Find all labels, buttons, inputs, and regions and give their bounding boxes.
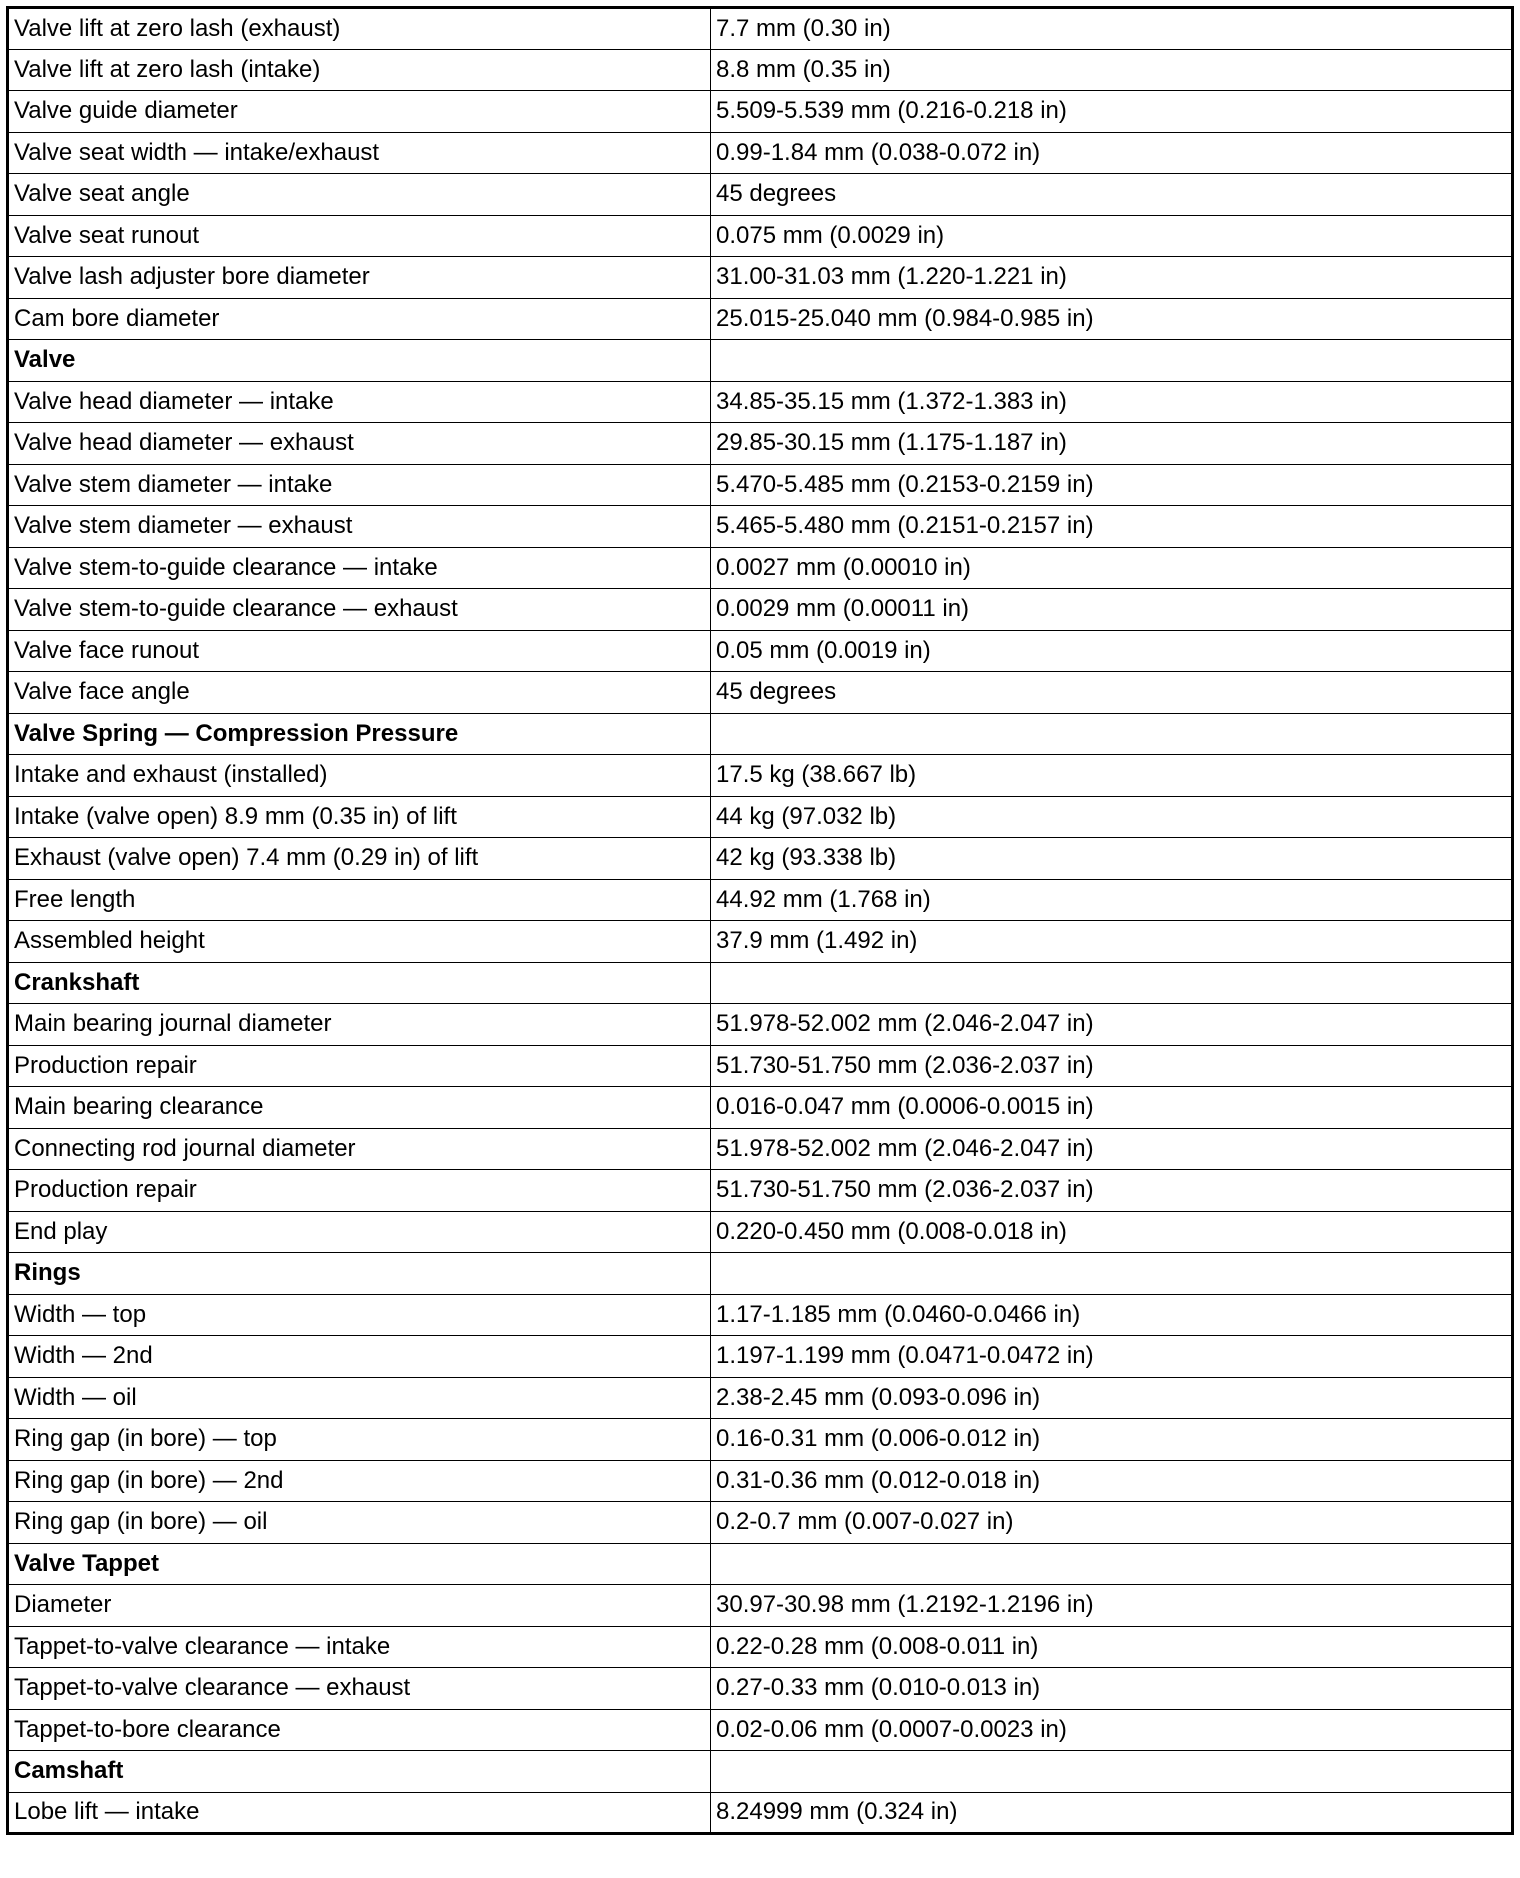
table-row	[8, 1668, 1513, 1710]
spec-label: Tappet-to-valve clearance — intake	[8, 1626, 711, 1668]
spec-value: 51.730-51.750 mm (2.036-2.037 in)	[711, 1170, 1513, 1212]
spec-label: Connecting rod journal diameter	[8, 1128, 711, 1170]
table-row	[8, 1004, 1513, 1046]
spec-label: Valve face runout	[8, 630, 711, 672]
spec-label: Valve lash adjuster bore diameter	[8, 257, 711, 299]
spec-value: 51.978-52.002 mm (2.046-2.047 in)	[711, 1004, 1513, 1046]
spec-value: 5.509-5.539 mm (0.216-0.218 in)	[711, 91, 1513, 133]
spec-value: 0.02-0.06 mm (0.0007-0.0023 in)	[711, 1709, 1513, 1751]
table-row	[8, 672, 1513, 714]
spec-value: 0.27-0.33 mm (0.010-0.013 in)	[711, 1668, 1513, 1710]
spec-label: Width — oil	[8, 1377, 711, 1419]
table-row	[8, 1377, 1513, 1419]
spec-value: 42 kg (93.338 lb)	[711, 838, 1513, 880]
spec-value: 51.730-51.750 mm (2.036-2.037 in)	[711, 1045, 1513, 1087]
table-row	[8, 921, 1513, 963]
spec-label: Valve stem-to-guide clearance — intake	[8, 547, 711, 589]
table-row	[8, 589, 1513, 631]
spec-label: Valve stem diameter — intake	[8, 464, 711, 506]
spec-value: 0.16-0.31 mm (0.006-0.012 in)	[711, 1419, 1513, 1461]
spec-value: 8.8 mm (0.35 in)	[711, 49, 1513, 91]
spec-value: 44.92 mm (1.768 in)	[711, 879, 1513, 921]
table-row	[8, 215, 1513, 257]
spec-value: 17.5 kg (38.667 lb)	[711, 755, 1513, 797]
spec-value: 31.00-31.03 mm (1.220-1.221 in)	[711, 257, 1513, 299]
spec-label: Valve seat angle	[8, 174, 711, 216]
table-row	[8, 1045, 1513, 1087]
table-row	[8, 1336, 1513, 1378]
spec-value: 0.31-0.36 mm (0.012-0.018 in)	[711, 1460, 1513, 1502]
table-row	[8, 1502, 1513, 1544]
spec-value: 0.016-0.047 mm (0.0006-0.0015 in)	[711, 1087, 1513, 1129]
table-row	[8, 755, 1513, 797]
table-row	[8, 1585, 1513, 1627]
spec-value: 0.220-0.450 mm (0.008-0.018 in)	[711, 1211, 1513, 1253]
table-row	[8, 423, 1513, 465]
spec-value: 0.2-0.7 mm (0.007-0.027 in)	[711, 1502, 1513, 1544]
section-header-row	[8, 1253, 1513, 1295]
table-row	[8, 381, 1513, 423]
section-title: Valve	[8, 340, 711, 382]
specifications-table	[6, 6, 1514, 1835]
spec-value: 34.85-35.15 mm (1.372-1.383 in)	[711, 381, 1513, 423]
section-title: Rings	[8, 1253, 711, 1295]
spec-label: Valve seat runout	[8, 215, 711, 257]
table-row	[8, 91, 1513, 133]
spec-label: Width — 2nd	[8, 1336, 711, 1378]
table-row	[8, 1626, 1513, 1668]
table-row	[8, 1709, 1513, 1751]
section-title: Crankshaft	[8, 962, 711, 1004]
spec-value: 1.197-1.199 mm (0.0471-0.0472 in)	[711, 1336, 1513, 1378]
spec-label: Intake and exhaust (installed)	[8, 755, 711, 797]
spec-label: End play	[8, 1211, 711, 1253]
spec-value: 0.0029 mm (0.00011 in)	[711, 589, 1513, 631]
spec-value: 44 kg (97.032 lb)	[711, 796, 1513, 838]
table-row	[8, 547, 1513, 589]
section-empty-cell	[711, 962, 1513, 1004]
spec-value: 0.0027 mm (0.00010 in)	[711, 547, 1513, 589]
spec-value: 1.17-1.185 mm (0.0460-0.0466 in)	[711, 1294, 1513, 1336]
section-header-row	[8, 1751, 1513, 1793]
spec-label: Diameter	[8, 1585, 711, 1627]
spec-label: Valve head diameter — intake	[8, 381, 711, 423]
table-row	[8, 1792, 1513, 1834]
spec-value: 0.075 mm (0.0029 in)	[711, 215, 1513, 257]
section-title: Valve Tappet	[8, 1543, 711, 1585]
table-row	[8, 464, 1513, 506]
table-row	[8, 1087, 1513, 1129]
spec-value: 5.470-5.485 mm (0.2153-0.2159 in)	[711, 464, 1513, 506]
spec-value: 25.015-25.040 mm (0.984-0.985 in)	[711, 298, 1513, 340]
section-title: Valve Spring — Compression Pressure	[8, 713, 711, 755]
table-row	[8, 8, 1513, 50]
spec-value: 8.24999 mm (0.324 in)	[711, 1792, 1513, 1834]
spec-value: 30.97-30.98 mm (1.2192-1.2196 in)	[711, 1585, 1513, 1627]
spec-label: Production repair	[8, 1170, 711, 1212]
spec-label: Intake (valve open) 8.9 mm (0.35 in) of lift	[8, 796, 711, 838]
section-header-row	[8, 1543, 1513, 1585]
spec-label: Valve guide diameter	[8, 91, 711, 133]
section-title: Camshaft	[8, 1751, 711, 1793]
section-header-row	[8, 962, 1513, 1004]
spec-value: 0.22-0.28 mm (0.008-0.011 in)	[711, 1626, 1513, 1668]
spec-value: 51.978-52.002 mm (2.046-2.047 in)	[711, 1128, 1513, 1170]
spec-value: 5.465-5.480 mm (0.2151-0.2157 in)	[711, 506, 1513, 548]
spec-label: Ring gap (in bore) — 2nd	[8, 1460, 711, 1502]
specifications-table-body	[8, 8, 1513, 1834]
spec-label: Ring gap (in bore) — oil	[8, 1502, 711, 1544]
table-row	[8, 1211, 1513, 1253]
spec-value: 45 degrees	[711, 672, 1513, 714]
section-empty-cell	[711, 1543, 1513, 1585]
spec-label: Valve head diameter — exhaust	[8, 423, 711, 465]
table-row	[8, 257, 1513, 299]
table-row	[8, 1419, 1513, 1461]
table-row	[8, 838, 1513, 880]
table-row	[8, 879, 1513, 921]
section-empty-cell	[711, 713, 1513, 755]
table-row	[8, 1128, 1513, 1170]
spec-label: Production repair	[8, 1045, 711, 1087]
spec-label: Free length	[8, 879, 711, 921]
spec-label: Exhaust (valve open) 7.4 mm (0.29 in) of lift	[8, 838, 711, 880]
section-header-row	[8, 340, 1513, 382]
spec-label: Valve lift at zero lash (exhaust)	[8, 8, 711, 50]
spec-label: Cam bore diameter	[8, 298, 711, 340]
spec-label: Ring gap (in bore) — top	[8, 1419, 711, 1461]
spec-label: Assembled height	[8, 921, 711, 963]
section-header-row	[8, 713, 1513, 755]
spec-value: 0.99-1.84 mm (0.038-0.072 in)	[711, 132, 1513, 174]
table-row	[8, 1460, 1513, 1502]
table-row	[8, 1170, 1513, 1212]
spec-value: 0.05 mm (0.0019 in)	[711, 630, 1513, 672]
spec-label: Tappet-to-valve clearance — exhaust	[8, 1668, 711, 1710]
spec-label: Valve stem diameter — exhaust	[8, 506, 711, 548]
spec-label: Valve stem-to-guide clearance — exhaust	[8, 589, 711, 631]
table-row	[8, 506, 1513, 548]
spec-value: 45 degrees	[711, 174, 1513, 216]
spec-label: Main bearing clearance	[8, 1087, 711, 1129]
table-row	[8, 1294, 1513, 1336]
spec-label: Valve lift at zero lash (intake)	[8, 49, 711, 91]
section-empty-cell	[711, 1253, 1513, 1295]
table-row	[8, 132, 1513, 174]
spec-value: 7.7 mm (0.30 in)	[711, 8, 1513, 50]
table-row	[8, 174, 1513, 216]
spec-label: Valve face angle	[8, 672, 711, 714]
section-empty-cell	[711, 340, 1513, 382]
spec-label: Main bearing journal diameter	[8, 1004, 711, 1046]
spec-label: Tappet-to-bore clearance	[8, 1709, 711, 1751]
table-row	[8, 298, 1513, 340]
spec-label: Lobe lift — intake	[8, 1792, 711, 1834]
spec-value: 29.85-30.15 mm (1.175-1.187 in)	[711, 423, 1513, 465]
spec-value: 37.9 mm (1.492 in)	[711, 921, 1513, 963]
table-row	[8, 49, 1513, 91]
spec-label: Valve seat width — intake/exhaust	[8, 132, 711, 174]
table-row	[8, 630, 1513, 672]
section-empty-cell	[711, 1751, 1513, 1793]
table-row	[8, 796, 1513, 838]
spec-value: 2.38-2.45 mm (0.093-0.096 in)	[711, 1377, 1513, 1419]
spec-label: Width — top	[8, 1294, 711, 1336]
